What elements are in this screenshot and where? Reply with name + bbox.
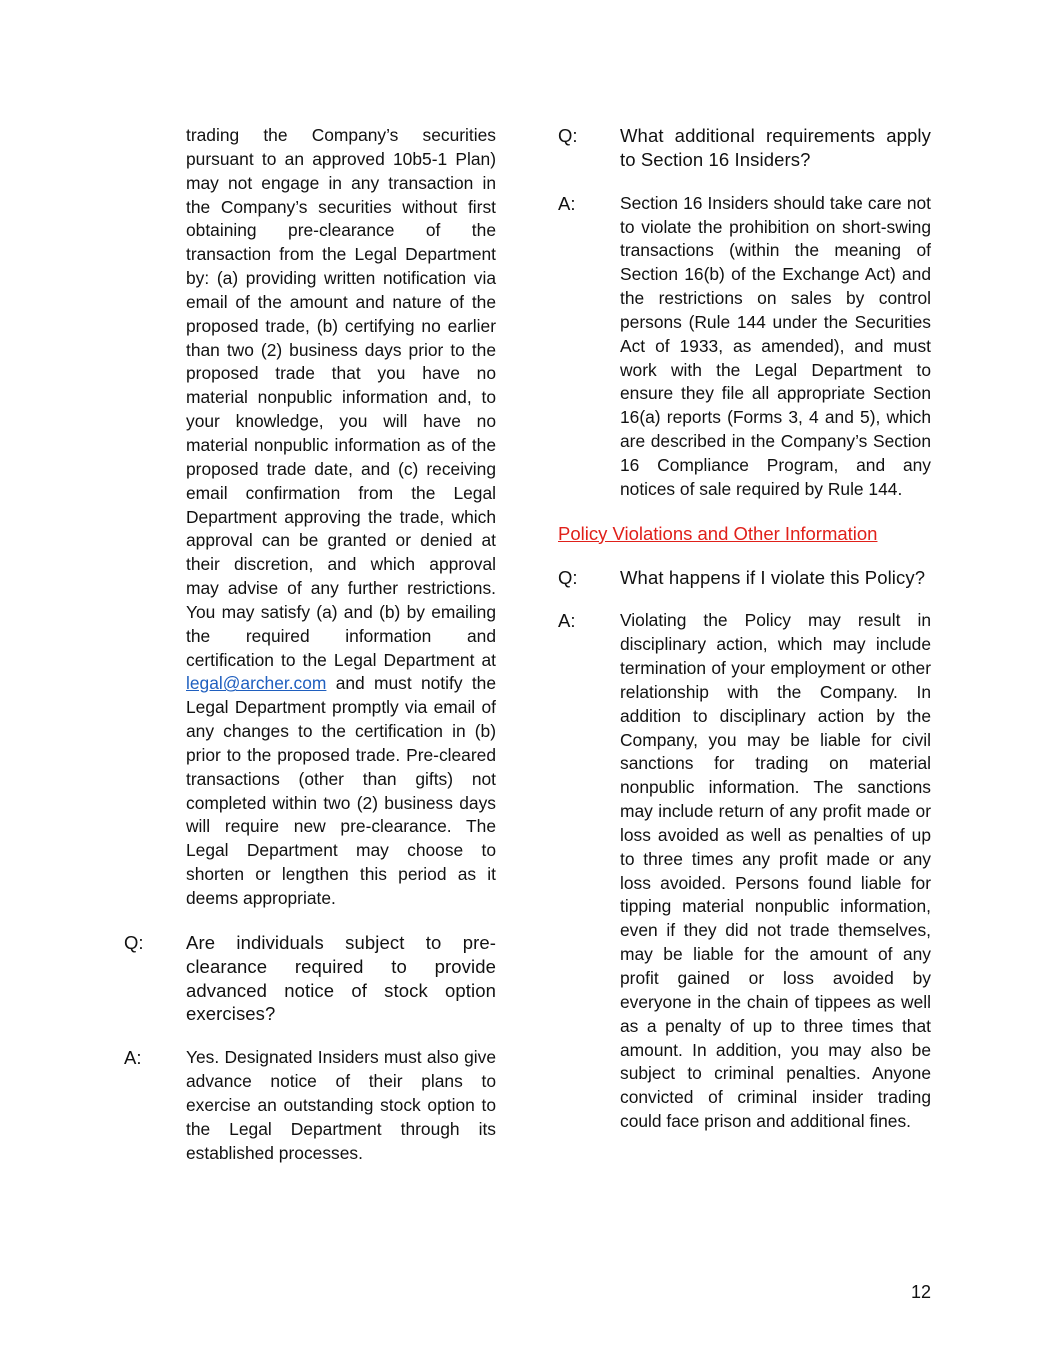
question-marker: Q: (124, 931, 144, 953)
question-text: What additional requirements apply to Section 16 Insiders? (620, 125, 931, 170)
continuation-text-after-link: and must notify the Legal Department promptly via email of any changes to the certification in (b) prior to the proposed trade. Pre-cleared transactions (other than gifts) not completed within two (2) business days will require new pre-clearance. The Legal Department may choose to shorten or lengthen this period as it deems appropriate. (186, 673, 496, 908)
question-text: Are individuals subject to pre-clearance required to provide advanced notice of stock option exercises? (186, 931, 496, 1025)
stock-option-question (124, 931, 496, 1026)
violation-question (558, 566, 931, 590)
answer-marker: A: (124, 1047, 142, 1069)
answer-text: Yes. Designated Insiders must also give advance notice of their plans to exercise an outstanding stock option to the Legal Department through its established processes. (186, 1047, 496, 1163)
answer-marker: A: (558, 610, 576, 632)
legal-email-link[interactable]: legal@archer.com (186, 673, 327, 694)
question-marker: Q: (558, 125, 578, 146)
question-text: What happens if I violate this Policy? (620, 566, 926, 588)
violation-answer (558, 609, 931, 1134)
section16-question (558, 124, 931, 172)
section16-answer (558, 192, 931, 502)
preclearance-continuation-paragraph (186, 124, 496, 911)
question-marker: Q: (558, 566, 578, 588)
left-column (124, 124, 496, 1165)
answer-text: Section 16 Insiders should take care not to violate the prohibition on short-swing transactions (within the meaning of Section 16(b) of the Exchange Act) and the restrictions on sales by control persons (Rule 144 under the Securities Act of 1933, as amended), and must work with the Legal Department to ensure they file all appropriate Section 16(a) reports (Forms 3, 4 and 5), which are described in the Company’s Section 16 Compliance Program, and any notices of sale required by Rule 144. (620, 192, 931, 499)
page-number: 12 (910, 1282, 931, 1302)
policy-violations-heading: Policy Violations and Other Information (558, 522, 878, 544)
answer-marker: A: (558, 192, 576, 214)
stock-option-answer (124, 1046, 496, 1165)
answer-text: Violating the Policy may result in disciplinary action, which may include termination of your employment or other relationship with the Company. In addition to disciplinary action by the Company, you may be liable for civil sanctions for trading on material nonpublic information. The sanctions may include return of any profit made or loss avoided as well as penalties of up to three times any profit made or any loss avoided. Persons found liable for tipping material nonpublic information, even if they did not trade themselves, may be liable for the amount of any profit gained or loss avoided by everyone in the chain of tippees as well as a penalty of up to three times that amount. In addition, you may also be subject to criminal penalties. Anyone convicted of criminal insider trading could face prison and additional fines. (620, 610, 931, 1132)
continuation-text-before-link: trading the Company’s securities pursuant to an approved 10b5-1 Plan) may not engage in any transaction in the Company’s securities without first obtaining pre-clearance of the transaction from the Legal Department by: (a) providing written notification via email of the amount and nature of the proposed trade, (b) certifying no earlier than two (2) business days prior to the proposed trade that you have no material nonpublic information and, to your knowledge, you will have no material nonpublic information as of the proposed trade date, and (c) receiving email confirmation from the Legal Department approving the trade, which approval can be granted or denied at their discretion, and which approval may advise of any further restrictions. You may satisfy (a) and (b) by emailing the required information and certification to the Legal Department at (186, 125, 496, 670)
right-column (558, 124, 931, 1134)
